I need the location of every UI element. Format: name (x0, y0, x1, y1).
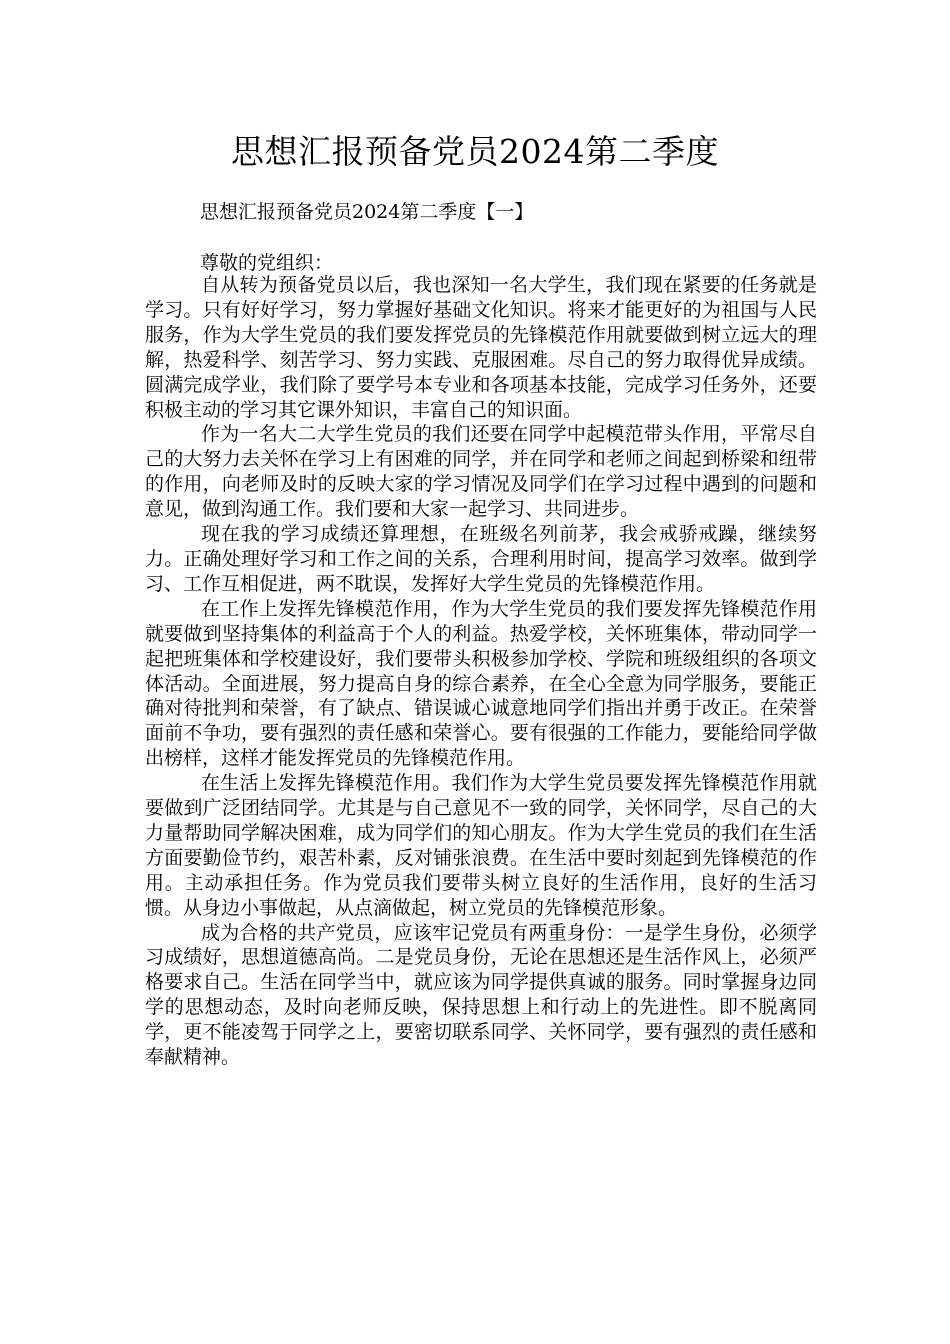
body-text (145, 273, 817, 1070)
paragraph: 现在我的学习成绩还算理想，在班级名列前茅，我会戒骄戒躁，继续努力。正确处理好学习和工作之间的关系，合理利用时间，提高学习效率。做到学习、工作互相促进，两不耽误，发挥好大学生党员的先锋模范作用。 (145, 523, 817, 595)
paragraph: 作为一名大二大学生党员的我们还要在同学中起模范带头作用，平常尽自己的大努力去关怀在学习上有困难的同学，并在同学和老师之间起到桥梁和纽带的作用，向老师及时的反映大家的学习情况及同学们在学习过程中遇到的问题和意见，做到沟通工作。我们要和大家一起学习、共同进步。 (145, 423, 817, 521)
paragraph: 在工作上发挥先锋模范作用，作为大学生党员的我们要发挥先锋模范作用就要做到坚持集体的利益高于个人的利益。热爱学校，关怀班集体，带动同学一起把班集体和学校建设好，我们要带头积极参加学校、学院和班级组织的各项文体活动。全面进展，努力提高自身的综合素养，在全心全意为同学服务，要能正确对待批判和荣誉，有了缺点、错误诚心诚意地同学们指出并勇于改正。在荣誉面前不争功，要有强烈的责任感和荣誉心。要有很强的工作能力，要能给同学做出榜样，这样才能发挥党员的先锋模范作用。 (145, 597, 817, 770)
section-heading: 思想汇报预备党员2024第二季度【一】 (200, 201, 534, 223)
paragraph: 在生活上发挥先锋模范作用。我们作为大学生党员要发挥先锋模范作用就要做到广泛团结同学。尤其是与自己意见不一致的同学，关怀同学，尽自己的大力量帮助同学解决困难，成为同学们的知心朋友。作为大学生党员的我们在生活方面要勤俭节约，艰苦朴素，反对铺张浪费。在生活中要时刻起到先锋模范的作用。主动承担任务。作为党员我们要带头树立良好的生活作用，良好的生活习惯。从身边小事做起，从点滴做起，树立党员的先锋模范形象。 (145, 772, 817, 919)
paragraph: 成为合格的共产党员，应该牢记党员有两重身份：一是学生身份，必须学习成绩好，思想道德高尚。二是党员身份，无论在思想还是生活作风上，必须严格要求自己。生活在同学当中，就应该为同学提供真诚的服务。同时掌握身边同学的思想动态，及时向老师反映，保持思想上和行动上的先进性。即不脱离同学，更不能凌驾于同学之上，要密切联系同学、关怀同学，要有强烈的责任感和奉献精神。 (145, 921, 817, 1069)
document-title: 思想汇报预备党员2024第二季度 (231, 132, 719, 171)
paragraph: 自从转为预备党员以后，我也深知一名大学生，我们现在紧要的任务就是学习。只有好好学习，努力掌握好基础文化知识。将来才能更好的为祖国与人民服务，作为大学生党员的我们要发挥党员的先锋模范作用就要做到树立远大的理解，热爱科学、刻苦学习、努力实践、克服困难。尽自己的努力取得优异成绩。圆满完成学业，我们除了要学号本专业和各项基本技能，完成学习任务外，还要积极主动的学习其它课外知识，丰富自己的知识面。 (145, 274, 817, 421)
salutation: 尊敬的党组织： (200, 252, 334, 274)
